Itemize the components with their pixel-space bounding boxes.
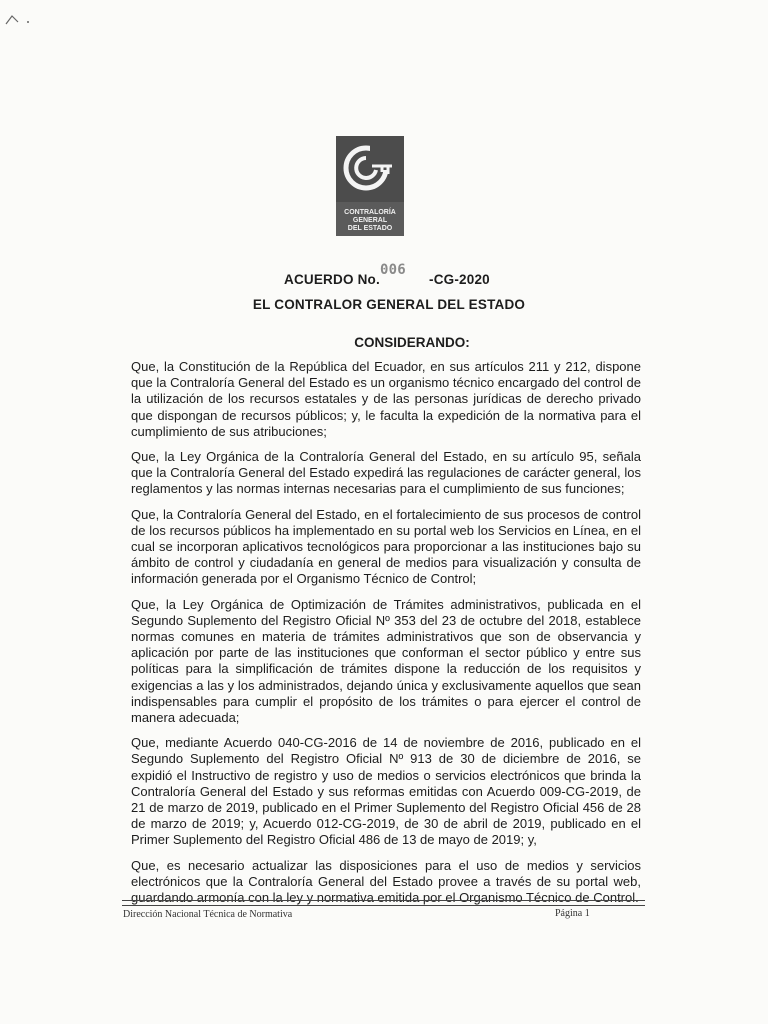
page-number: Página 1 [555,908,590,919]
contraloria-logo [336,136,404,236]
considerando-heading: CONSIDERANDO: [354,335,470,350]
acuerdo-suffix: -CG-2020 [429,272,490,287]
issuer-heading: EL CONTRALOR GENERAL DEL ESTADO [252,297,526,312]
paragraph: Que, la Constitución de la República del Ecuador, en sus artículos 211 y 212, dispone que la Contraloría General del Estado es un organismo técnico encargado del control de la utilización de los recursos estatales y de las personas jurídicas de derecho privado que dispongan de recursos públicos; y, le faculta la expedición de la normativa para el cumplimiento de sus atribuciones; [131,359,641,439]
acuerdo-label: ACUERDO No. [284,272,380,287]
svg-text:DEL ESTADO: DEL ESTADO [347,225,393,232]
acuerdo-title [284,262,524,287]
paragraph: Que, la Ley Orgánica de Optimización de Trámites administrativos, publicada en el Segundo Suplemento del Registro Oficial Nº 353 del 23 de octubre del 2018, establece normas comunes en materia de trámites administrativos que son de observancia y aplicación por parte de las instituciones que conforman el sector público y entre sus políticas para la simplificación de trámites dispone la reducción de los requisitos y exigencias a las y los administrados, dejando única y exclusivamente aquellos que sean indispensables para cumplir el propósito de los trámites o para ejercer el control de manera adecuada; [131,596,641,726]
scan-artifact [4,10,44,28]
footer-department: Dirección Nacional Técnica de Normativa [123,909,293,920]
document-body [131,359,641,915]
acuerdo-number-stamp: 006 [380,262,406,278]
paragraph: Que, mediante Acuerdo 040-CG-2016 de 14 de noviembre de 2016, publicado en el Segundo Suplemento del Registro Oficial Nº 913 de 30 de diciembre de 2016, se expidió el Instructivo de registro y uso de medios o servicios electrónicos que brinda la Contraloría General del Estado y sus reformas emitidas con Acuerdo 009-CG-2019, de 21 de marzo de 2019, publicado en el Primer Suplemento del Registro Oficial 456 de 28 de marzo de 2019; y, Acuerdo 012-CG-2019, de 30 de abril de 2019, publicado en el Primer Suplemento del Registro Oficial 486 de 13 de mayo de 2019; y, [131,735,641,848]
paragraph: Que, la Contraloría General del Estado, en el fortalecimiento de sus procesos de control de los recursos públicos ha implementado en su portal web los Servicios en Línea, en el cual se incorporan aplicativos tecnológicos para proporcionar a las instituciones bajo su ámbito de control y ciudadanía en general de medios para visualización y consulta de información generada por el Organismo Técnico de Control; [131,506,641,587]
paragraph: Que, la Ley Orgánica de la Contraloría General del Estado, en su artículo 95, señala que la Contraloría General del Estado expedirá las regulaciones de carácter general, los reglamentos y las normas internas necesarias para el cumplimiento de sus funciones; [131,449,641,497]
footer-divider [122,900,645,906]
paragraph: Que, es necesario actualizar las disposiciones para el uso de medios y servicios electrónicos que la Contraloría General del Estado provee a través de su portal web, guardando armonía con la ley y normativa emitida por el Organismo Técnico de Control. [131,857,641,906]
svg-text:CONTRALORÍA: CONTRALORÍA [344,209,396,216]
svg-text:GENERAL: GENERAL [352,217,388,224]
